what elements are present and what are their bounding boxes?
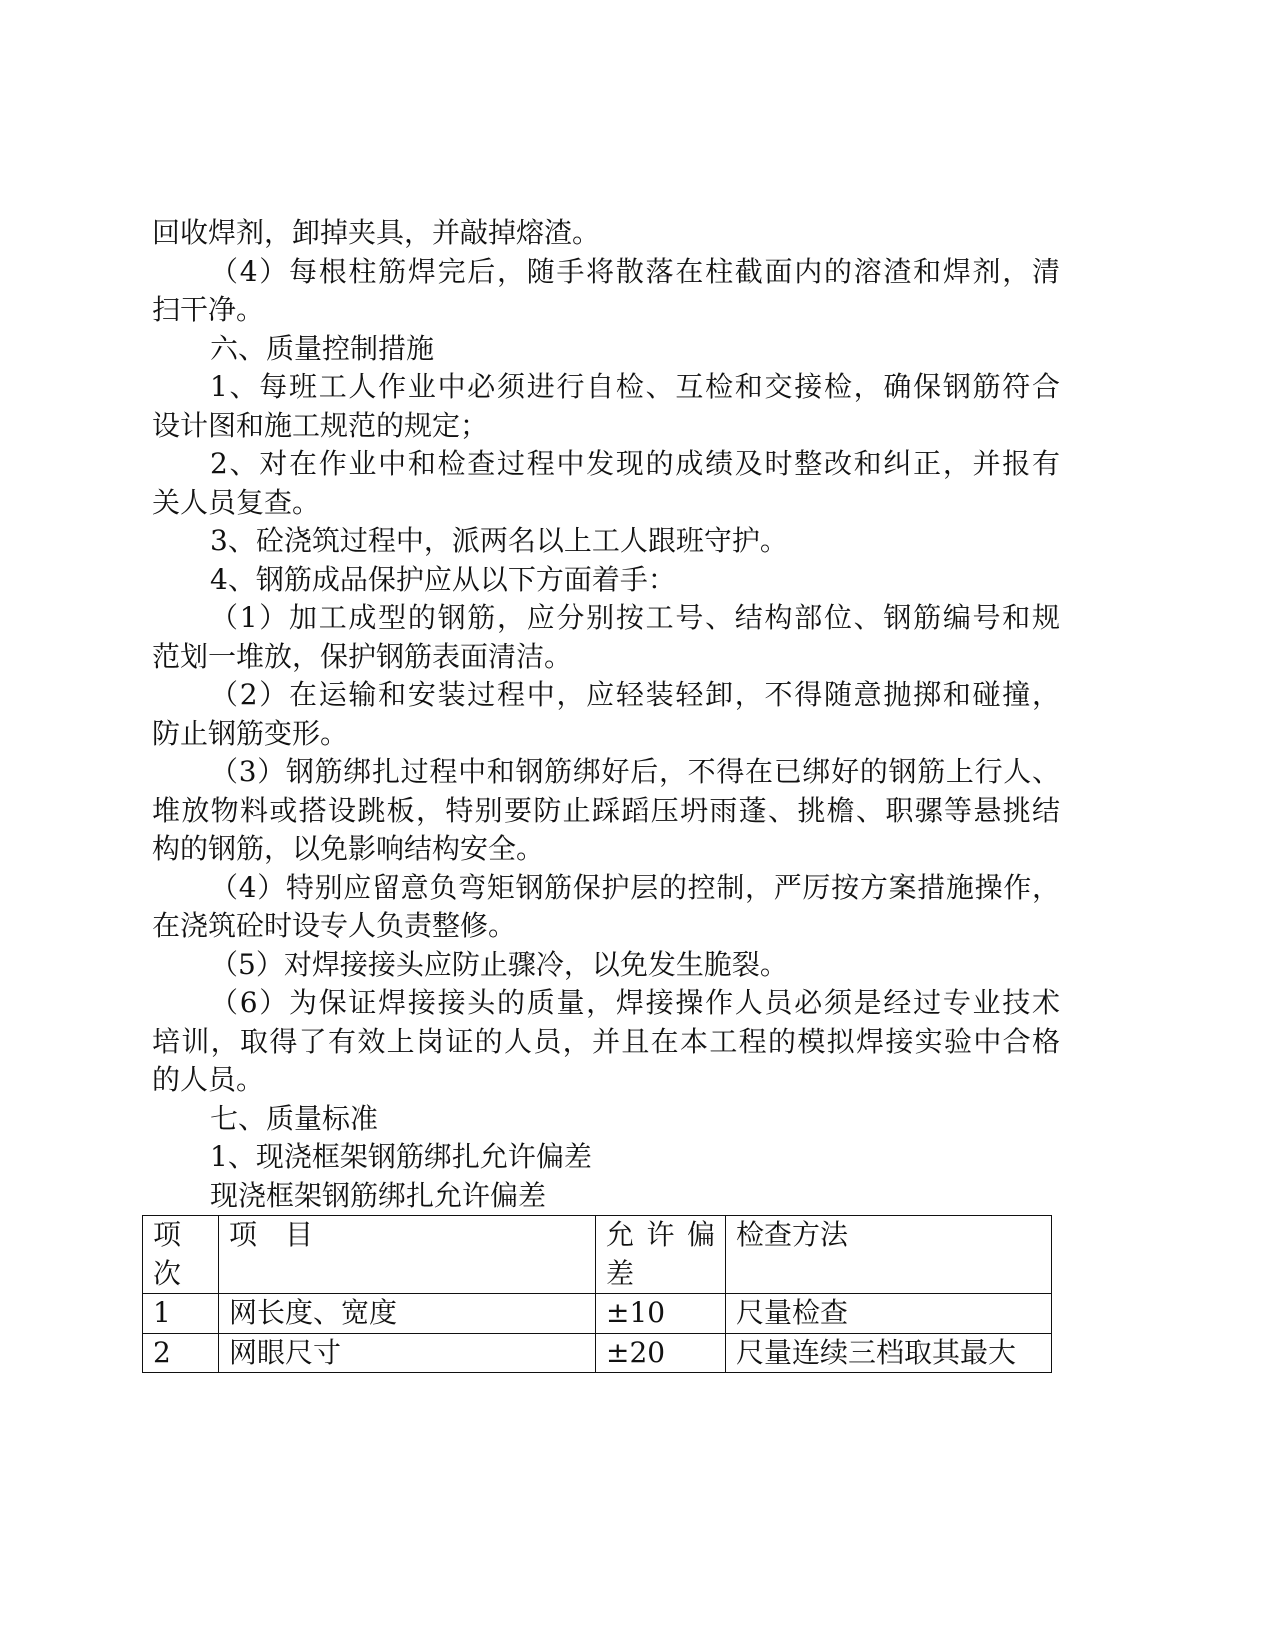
text-line: 3、砼浇筑过程中，派两名以上工人跟班守护。 — [210, 524, 788, 557]
text-line: 防止钢筋变形。 — [152, 716, 349, 750]
text-line: 1、每班工人作业中必须进行自检、互检和交接检，确保钢筋符合 — [210, 370, 1060, 403]
text-line: （3）钢筋绑扎过程中和钢筋绑好后，不得在已绑好的钢筋上行人、 — [210, 755, 1060, 788]
text-line: （6）为保证焊接接头的质量，焊接操作人员必须是经过专业技术 — [210, 986, 1060, 1019]
cell-item: 网眼尺寸 — [219, 1333, 596, 1373]
text-line: （4）每根柱筋焊完后，随手将散落在柱截面内的溶渣和焊剂，清 — [210, 254, 1060, 288]
section-heading: 七、质量标准 — [210, 1101, 379, 1135]
table-row — [143, 1294, 1052, 1334]
text-line: （4）特别应留意负弯矩钢筋保护层的控制，严厉按方案措施操作， — [210, 870, 1060, 904]
text-line: 2、对在作业中和检查过程中发现的成绩及时整改和纠正，并报有 — [210, 447, 1060, 480]
text-line: （2）在运输和安装过程中，应轻装轻卸，不得随意抛掷和碰撞， — [210, 678, 1060, 711]
section-heading: 六、质量控制措施 — [210, 331, 435, 365]
cell-tolerance: ±10 — [596, 1294, 726, 1334]
text-line: 范划一堆放，保护钢筋表面清洁。 — [152, 639, 573, 673]
header-cell-tolerance: 允许偏差 — [596, 1216, 726, 1294]
header-cell-index: 项次 — [143, 1216, 219, 1294]
tolerance-table — [142, 1215, 1052, 1373]
text-line: 关人员复查。 — [152, 485, 321, 519]
text-line: 堆放物料或搭设跳板，特别要防止踩蹈压坍雨蓬、挑檐、职骡等悬挑结 — [152, 793, 1060, 827]
table-header-row — [143, 1216, 1052, 1294]
subsection-heading: 1、现浇框架钢筋绑扎允许偏差 — [210, 1140, 592, 1173]
document-body — [152, 214, 1060, 1215]
cell-method: 尺量连续三档取其最大 — [726, 1333, 1052, 1373]
text-line: 构的钢筋，以免影响结构安全。 — [152, 832, 545, 865]
cell-index: 2 — [143, 1333, 219, 1373]
header-cell-item: 项 目 — [219, 1216, 596, 1294]
text-line: （1）加工成型的钢筋，应分别按工号、结构部位、钢筋编号和规 — [210, 601, 1060, 634]
cell-tolerance: ±20 — [596, 1333, 726, 1373]
text-line: 设计图和施工规范的规定； — [152, 408, 489, 442]
text-line: 的人员。 — [152, 1063, 265, 1096]
table-caption: 现浇框架钢筋绑扎允许偏差 — [210, 1178, 547, 1212]
cell-item: 网长度、宽度 — [219, 1294, 596, 1334]
table-row — [143, 1333, 1052, 1373]
text-line: 培训，取得了有效上岗证的人员，并且在本工程的模拟焊接实验中合格 — [152, 1024, 1060, 1058]
header-cell-method: 检查方法 — [726, 1216, 1052, 1294]
cell-index: 1 — [143, 1294, 219, 1334]
cell-method: 尺量检查 — [726, 1294, 1052, 1334]
text-line: 在浇筑砼时设专人负责整修。 — [152, 909, 517, 942]
text-line: 回收焊剂，卸掉夹具，并敲掉熔渣。 — [152, 216, 601, 249]
text-line: （5）对焊接接头应防止骤冷，以免发生脆裂。 — [210, 947, 788, 981]
text-line: 4、钢筋成品保护应从以下方面着手： — [210, 562, 676, 596]
text-line: 扫干净。 — [152, 293, 265, 326]
